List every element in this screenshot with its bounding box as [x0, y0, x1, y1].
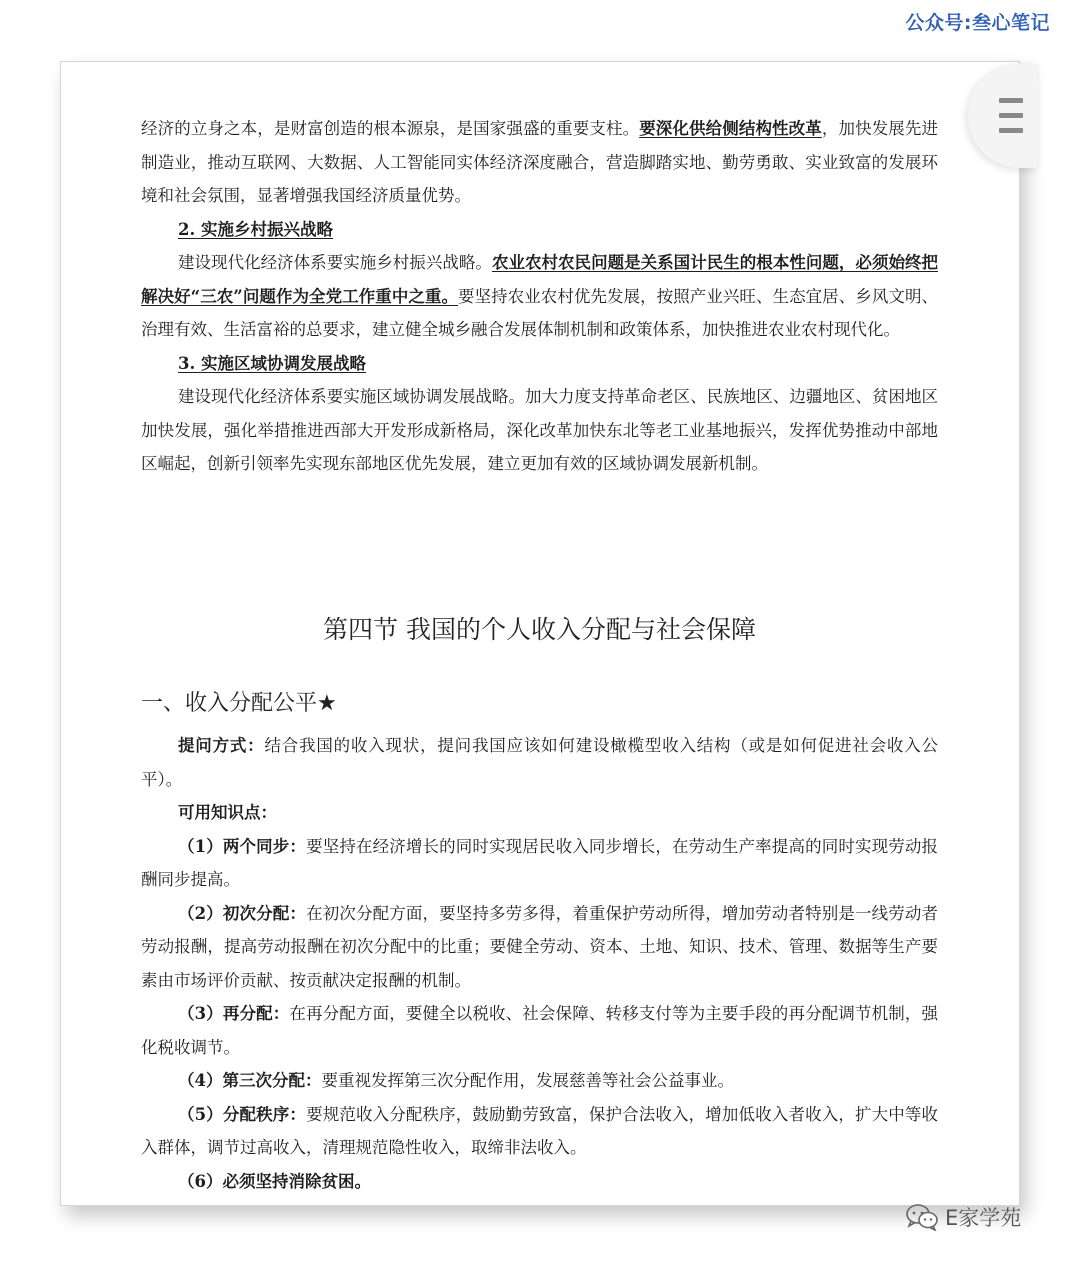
p2-emphasis: 农业农村农民问题是关系国计民生的根本性问题，必须始终把解决好“三农”问题作为全党工作重中之重。	[141, 253, 939, 306]
item-text: 要规范收入分配秩序，鼓励勤劳致富，保护合法收入，增加低收入者收入，扩大中等收入群体，调节过高收入，清理规范隐性收入，取缔非法收入。	[141, 1104, 939, 1157]
list-item	[141, 830, 938, 897]
section-title: 第四节 我国的个人收入分配与社会保障	[323, 615, 756, 644]
heading-rural-revitalization: 2. 实施乡村振兴战略	[178, 219, 333, 239]
item-label: （3）再分配：	[178, 1004, 290, 1023]
p1-emphasis: 要深化供给侧结构性改革	[639, 119, 822, 138]
watermark-bottom-text: E家学苑	[945, 1206, 1022, 1230]
p1-text-a: 经济的立身之本，是财富创造的根本源泉，是国家强盛的重要支柱。	[141, 119, 640, 138]
list-item	[141, 1098, 938, 1165]
item-label: （4）第三次分配：	[178, 1071, 322, 1090]
menu-bar-icon	[999, 128, 1023, 133]
wechat-icon	[905, 1203, 939, 1231]
question-label: 提问方式：	[178, 736, 265, 755]
item-text: 要坚持在经济增长的同时实现居民收入同步增长，在劳动生产率提高的同时实现劳动报酬同步提高。	[141, 836, 939, 889]
list-item	[141, 897, 938, 998]
bottom-watermark	[905, 1202, 1021, 1232]
top-watermark: 公众号:叁心笔记	[905, 12, 1050, 34]
p2-text-b: 要坚持农业农村优先发展，按照产业兴旺、生态宜居、乡风文明、治理有效、生活富裕的总要求，建立健全城乡融合发展体制机制和政策体系，加快推进农业农村现代化。	[141, 286, 938, 339]
list-item	[141, 1165, 938, 1199]
block-economy	[141, 112, 938, 481]
item-label: （2）初次分配：	[178, 903, 307, 923]
paragraph-supply-side	[141, 112, 938, 213]
heading-regional-development: 3. 实施区域协调发展战略	[178, 353, 366, 373]
item-text: 要重视发挥第三次分配作用，发展慈善等社会公益事业。	[321, 1071, 734, 1090]
menu-bar-icon	[999, 113, 1023, 118]
paragraph-rural	[141, 246, 938, 347]
item-label: （1）两个同步：	[178, 836, 307, 856]
paragraph-regional: 建设现代化经济体系要实施区域协调发展战略。加大力度支持革命老区、民族地区、边疆地区、贫困地区加快发展，强化举措推进西部大开发形成新格局，深化改革加快东北等老工业基地振兴，发挥优势推动中部地区崛起，创新引领率先实现东部地区优先发展，建立更加有效的区域协调发展新机制。	[141, 387, 938, 473]
question-text: 结合我国的收入现状，提问我国应该如何建设橄榄型收入结构（或是如何促进社会收入公平）。	[141, 736, 939, 789]
list-item	[141, 1064, 938, 1098]
item-label: （5）分配秩序：	[178, 1104, 307, 1124]
item-label: （6）必须坚持消除贫困。	[178, 1171, 371, 1191]
document-page	[60, 61, 1020, 1206]
item-text: 在初次分配方面，要坚持多劳多得，着重保护劳动所得，增加劳动者特别是一线劳动者劳动报酬，提高劳动报酬在初次分配中的比重；要健全劳动、资本、土地、知识、技术、管理、数据等生产要素由市场评价贡献、按贡献决定报酬的机制。	[141, 903, 939, 990]
item-text: 在再分配方面，要健全以税收、社会保障、转移支付等为主要手段的再分配调节机制，强化税收调节。	[141, 1004, 939, 1057]
heading-income-fairness: 一、收入分配公平★	[141, 691, 337, 716]
p1-text-b: ，加快发展先进制造业，推动互联网、大数据、人工智能同实体经济深度融合，营造脚踏实地、勤劳勇敢、实业致富的发展环境和社会氛围，显著增强我国经济质量优势。	[141, 119, 939, 205]
p2-text-a: 建设现代化经济体系要实施乡村振兴战略。	[178, 253, 492, 272]
list-item	[141, 997, 938, 1064]
menu-bar-icon	[999, 98, 1023, 103]
paragraph-question	[141, 729, 938, 796]
knowledge-label: 可用知识点：	[178, 803, 277, 822]
block-income	[141, 729, 938, 1198]
